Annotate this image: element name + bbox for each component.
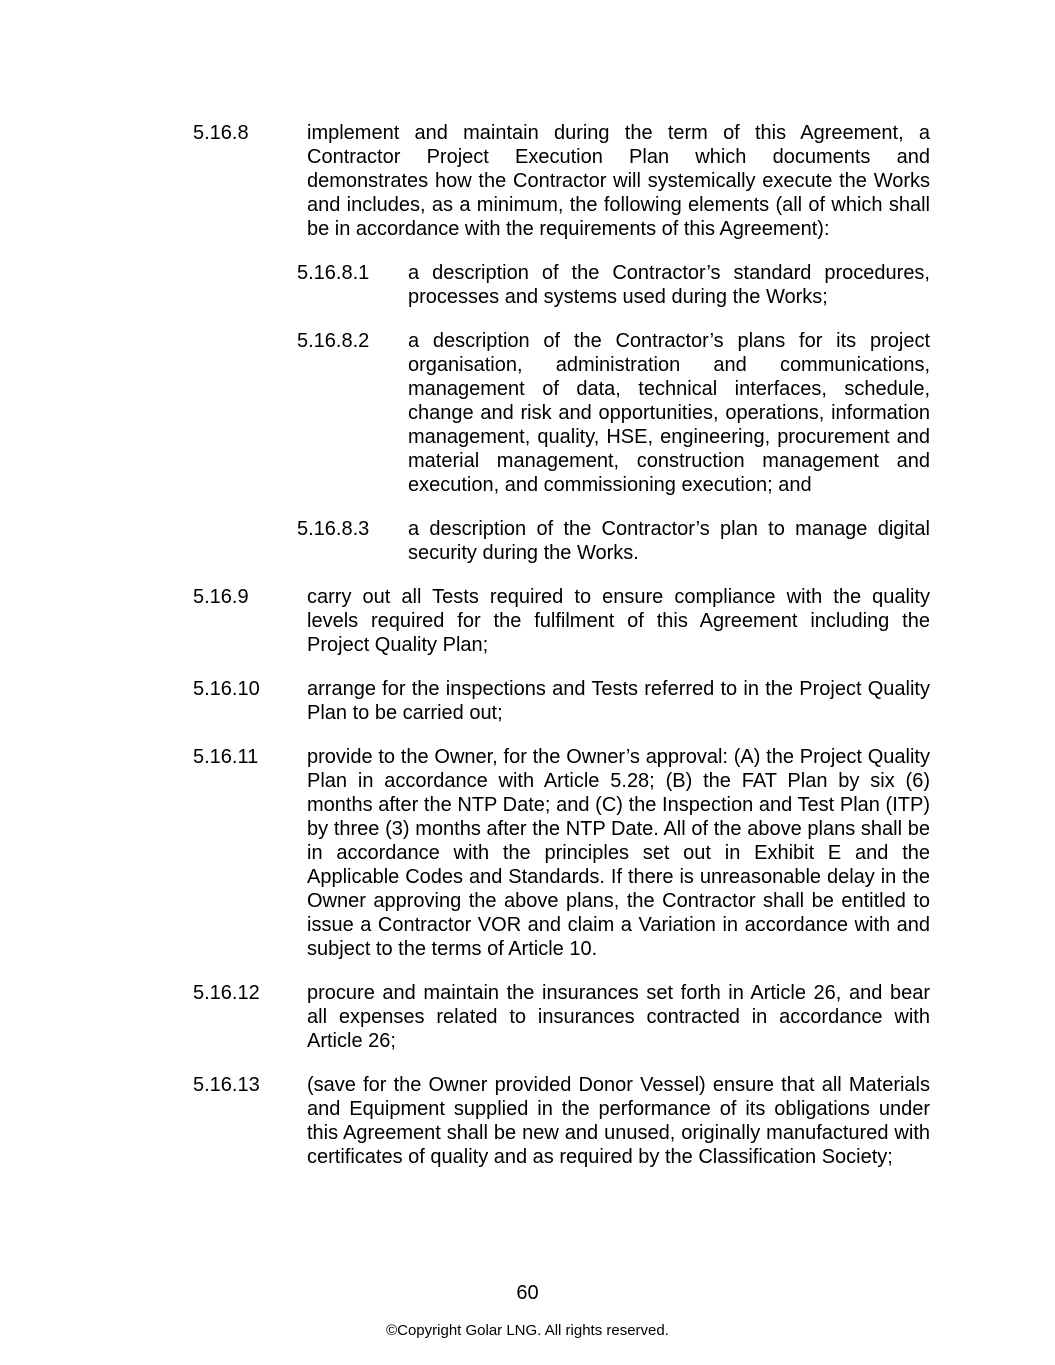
clause-5-16-11 xyxy=(193,745,930,961)
clause-5-16-8-1 xyxy=(297,261,930,309)
clause-5-16-8-2 xyxy=(297,329,930,497)
clause-5-16-8-3 xyxy=(297,517,930,565)
clause-5-16-13 xyxy=(193,1073,930,1169)
clause-5-16-12 xyxy=(193,981,930,1053)
clause-text: provide to the Owner, for the Owner’s approval: (A) the Project Quality Plan in accordance with Article 5.28; (B) the FAT Plan by six (6) months after the NTP Date; and (C) the Inspection and Test Plan (ITP) by three (3) months after the NTP Date. All of the above plans shall be in accordance with the principles set out in Exhibit E and the Applicable Codes and Standards. If there is unreasonable delay in the Owner approving the above plans, the Contractor shall be entitled to issue a Contractor VOR and claim a Variation in accordance with and subject to the terms of Article 10. xyxy=(307,746,930,960)
clause-text: a description of the Contractor’s plan to manage digital security during the Works. xyxy=(408,518,930,564)
clause-number: 5.16.13 xyxy=(193,1074,260,1096)
clause-5-16-10 xyxy=(193,677,930,725)
clause-text: a description of the Contractor’s standard procedures, processes and systems used during the Works; xyxy=(408,262,930,308)
clause-number: 5.16.11 xyxy=(193,746,259,768)
clause-number: 5.16.12 xyxy=(193,982,260,1004)
clause-5-16-9 xyxy=(193,585,930,657)
clause-number: 5.16.9 xyxy=(193,586,249,608)
clause-number: 5.16.8.3 xyxy=(297,518,370,540)
clause-text: carry out all Tests required to ensure compliance with the quality levels required for the fulfilment of this Agreement including the Project Quality Plan; xyxy=(307,586,930,656)
clause-number: 5.16.10 xyxy=(193,678,260,700)
clause-text: a description of the Contractor’s plans for its project organisation, administration and communications, management of data, technical interfaces, schedule, change and risk and opportunities, operations, information management, quality, HSE, engineering, procurement and material management, construction management and execution, and commissioning execution; and xyxy=(408,330,930,496)
clause-text: (save for the Owner provided Donor Vessel) ensure that all Materials and Equipment supplied in the performance of its obligations under this Agreement shall be new and unused, originally manufactured with certificates of quality and as required by the Classification Society; xyxy=(307,1074,930,1168)
clause-text: implement and maintain during the term of this Agreement, a Contractor Project Execution Plan which documents and demonstrates how the Contractor will systemically execute the Works and includes, as a minimum, the following elements (all of which shall be in accordance with the requirements of this Agreement): xyxy=(307,122,930,240)
clause-5-16-8 xyxy=(193,121,930,241)
clause-number: 5.16.8 xyxy=(193,122,249,144)
clause-number: 5.16.8.1 xyxy=(297,262,370,284)
clause-number: 5.16.8.2 xyxy=(297,330,370,352)
page-number: 60 xyxy=(516,1282,539,1304)
clause-text: procure and maintain the insurances set forth in Article 26, and bear all expenses related to insurances contracted in accordance with Article 26; xyxy=(307,982,930,1052)
copyright-notice: ©Copyright Golar LNG. All rights reserved. xyxy=(386,1322,669,1339)
clause-list xyxy=(193,121,930,1189)
clause-text: arrange for the inspections and Tests referred to in the Project Quality Plan to be carried out; xyxy=(307,678,930,724)
